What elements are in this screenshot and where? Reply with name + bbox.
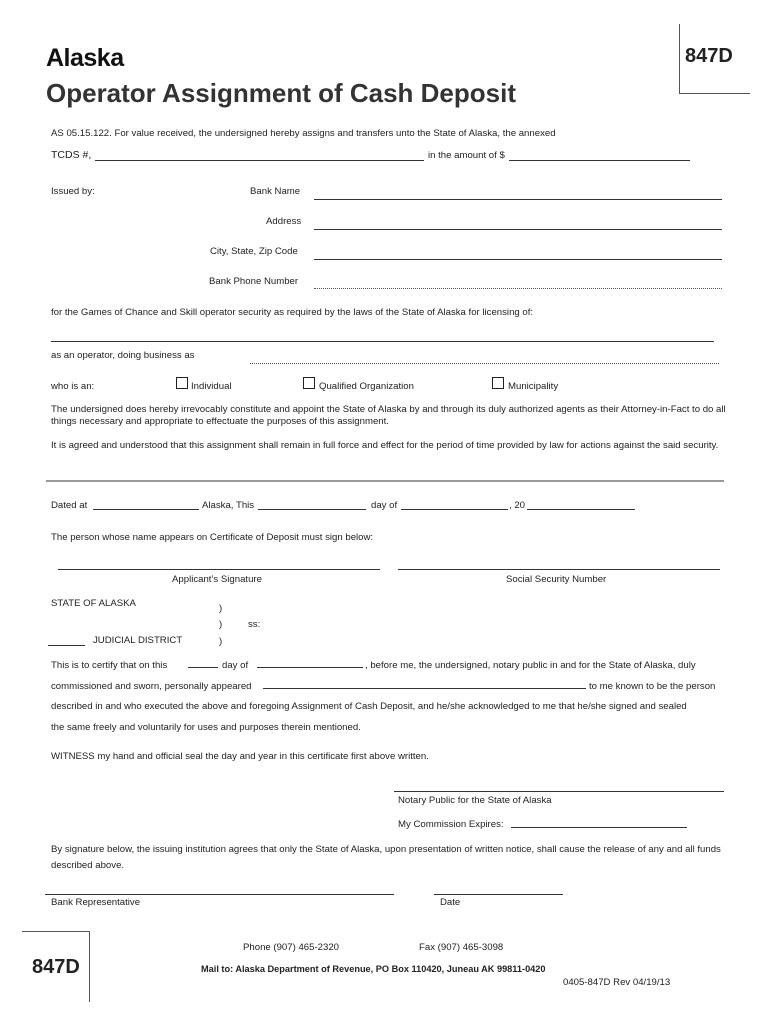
certify-label-1b: day of (222, 660, 249, 671)
certify-month-field[interactable] (257, 667, 363, 668)
bank-phone-label: Bank Phone Number (209, 276, 299, 287)
certify-label-1a: This is to certify that on this (51, 660, 168, 671)
year-field[interactable] (527, 509, 635, 510)
section-divider (46, 480, 724, 482)
alaska-this-label: Alaska, This (202, 500, 255, 511)
address-label: Address (266, 216, 302, 227)
commission-expires-field[interactable] (511, 827, 687, 828)
certify-label-1c: , before me, the undersigned, notary public in and for the State of Alaska, duly (365, 660, 696, 671)
form-title: Operator Assignment of Cash Deposit (46, 78, 516, 108)
bank-name-field[interactable] (314, 199, 722, 200)
certify-day-field[interactable] (188, 667, 218, 668)
release-paragraph: By signature below, the issuing institution agrees that only the State of Alaska, upon presentation of written notice, shall cause the release of any and all funds described above. (51, 844, 721, 871)
address-field[interactable] (314, 229, 722, 230)
amount-label: in the amount of $ (428, 150, 505, 161)
form-number: 847D (685, 45, 733, 67)
tcds-number-field[interactable] (95, 160, 424, 161)
witness-text: WITNESS my hand and official seal the day and year in this certificate first above written. (51, 751, 429, 762)
certify-line-3: described in and who executed the above and foregoing Assignment of Cash Deposit, and he/she acknowledged to me that he/she signed and sealed (51, 701, 687, 712)
amount-field[interactable] (509, 160, 690, 161)
licensee-name-field[interactable] (51, 341, 714, 342)
who-is-an-label: who is an: (51, 381, 95, 392)
footer-form-number: 847D (32, 956, 80, 978)
agreement-paragraph: It is agreed and understood that this assignment shall remain in full force and effect for the period of time provided by law for actions against the said security. (51, 440, 719, 451)
dated-at-field[interactable] (93, 509, 199, 510)
municipality-label: Municipality (508, 381, 559, 392)
month-field[interactable] (401, 509, 508, 510)
certify-label-2b: to me known to be the person (589, 681, 716, 692)
venue-paren-3: ) (219, 636, 223, 647)
judicial-district-label: JUDICIAL DISTRICT (93, 635, 183, 646)
licensing-text: for the Games of Chance and Skill operator security as required by the laws of the State of Alaska for licensing of: (51, 307, 534, 318)
qualified-organization-label: Qualified Organization (319, 381, 414, 392)
day-of-label: day of (371, 500, 398, 511)
municipality-checkbox[interactable] (492, 377, 504, 389)
bank-representative-signature-field[interactable] (45, 894, 394, 895)
commission-expires-label: My Commission Expires: (398, 819, 504, 830)
dated-at-label: Dated at (51, 500, 88, 511)
bank-phone-field[interactable] (314, 288, 722, 289)
dba-field[interactable] (250, 363, 719, 364)
city-state-zip-label: City, State, Zip Code (210, 246, 298, 257)
dba-label: as an operator, doing business as (51, 350, 195, 361)
city-state-zip-field[interactable] (314, 259, 722, 260)
tcds-label: TCDS #, (51, 149, 92, 161)
applicant-signature-label: Applicant’s Signature (172, 574, 262, 585)
footer-revision: 0405-847D Rev 04/19/13 (563, 977, 671, 988)
ssn-label: Social Security Number (506, 574, 607, 585)
footer-phone: Phone (907) 465-2320 (243, 942, 340, 953)
statute-text: AS 05.15.122. For value received, the undersigned hereby assigns and transfers unto the State of Alaska, the annexed (51, 128, 556, 139)
individual-label: Individual (191, 381, 232, 392)
certify-label-2a: commissioned and sworn, personally appeared (51, 681, 252, 692)
notary-public-label: Notary Public for the State of Alaska (398, 795, 552, 806)
venue-paren-2: ) (219, 619, 223, 630)
ssn-field[interactable] (398, 569, 720, 570)
bank-name-label: Bank Name (250, 186, 301, 197)
bank-date-field[interactable] (434, 894, 563, 895)
state-name: Alaska (46, 44, 124, 72)
year-prefix-label: , 20 (509, 500, 526, 511)
bank-date-label: Date (440, 897, 461, 908)
individual-checkbox[interactable] (176, 377, 188, 389)
notary-signature-field[interactable] (394, 791, 724, 792)
footer-mail-address: Mail to: Alaska Department of Revenue, PO Box 110420, Juneau AK 99811-0420 (201, 964, 546, 974)
applicant-signature-field[interactable] (58, 569, 380, 570)
appeared-name-field[interactable] (263, 688, 586, 689)
attorney-paragraph: The undersigned does hereby irrevocably constitute and appoint the State of Alaska by and through its duly authorized agents as their Attorney-in-Fact to do all things necessary and appropriate to effectuate the purposes of this assignment. (51, 404, 726, 427)
signer-note: The person whose name appears on Certificate of Deposit must sign below: (51, 532, 374, 543)
judicial-district-number-field[interactable] (48, 645, 85, 646)
certify-line-4: the same freely and voluntarily for uses and purposes therein mentioned. (51, 722, 361, 733)
ss-label: ss: (248, 619, 261, 630)
footer-fax: Fax (907) 465-3098 (419, 942, 504, 953)
venue-paren-1: ) (219, 603, 223, 614)
bank-representative-label: Bank Representative (51, 897, 141, 908)
issued-by-label: Issued by: (51, 186, 95, 197)
state-of-alaska-label: STATE OF ALASKA (51, 598, 136, 609)
day-field[interactable] (258, 509, 366, 510)
qualified-organization-checkbox[interactable] (303, 377, 315, 389)
